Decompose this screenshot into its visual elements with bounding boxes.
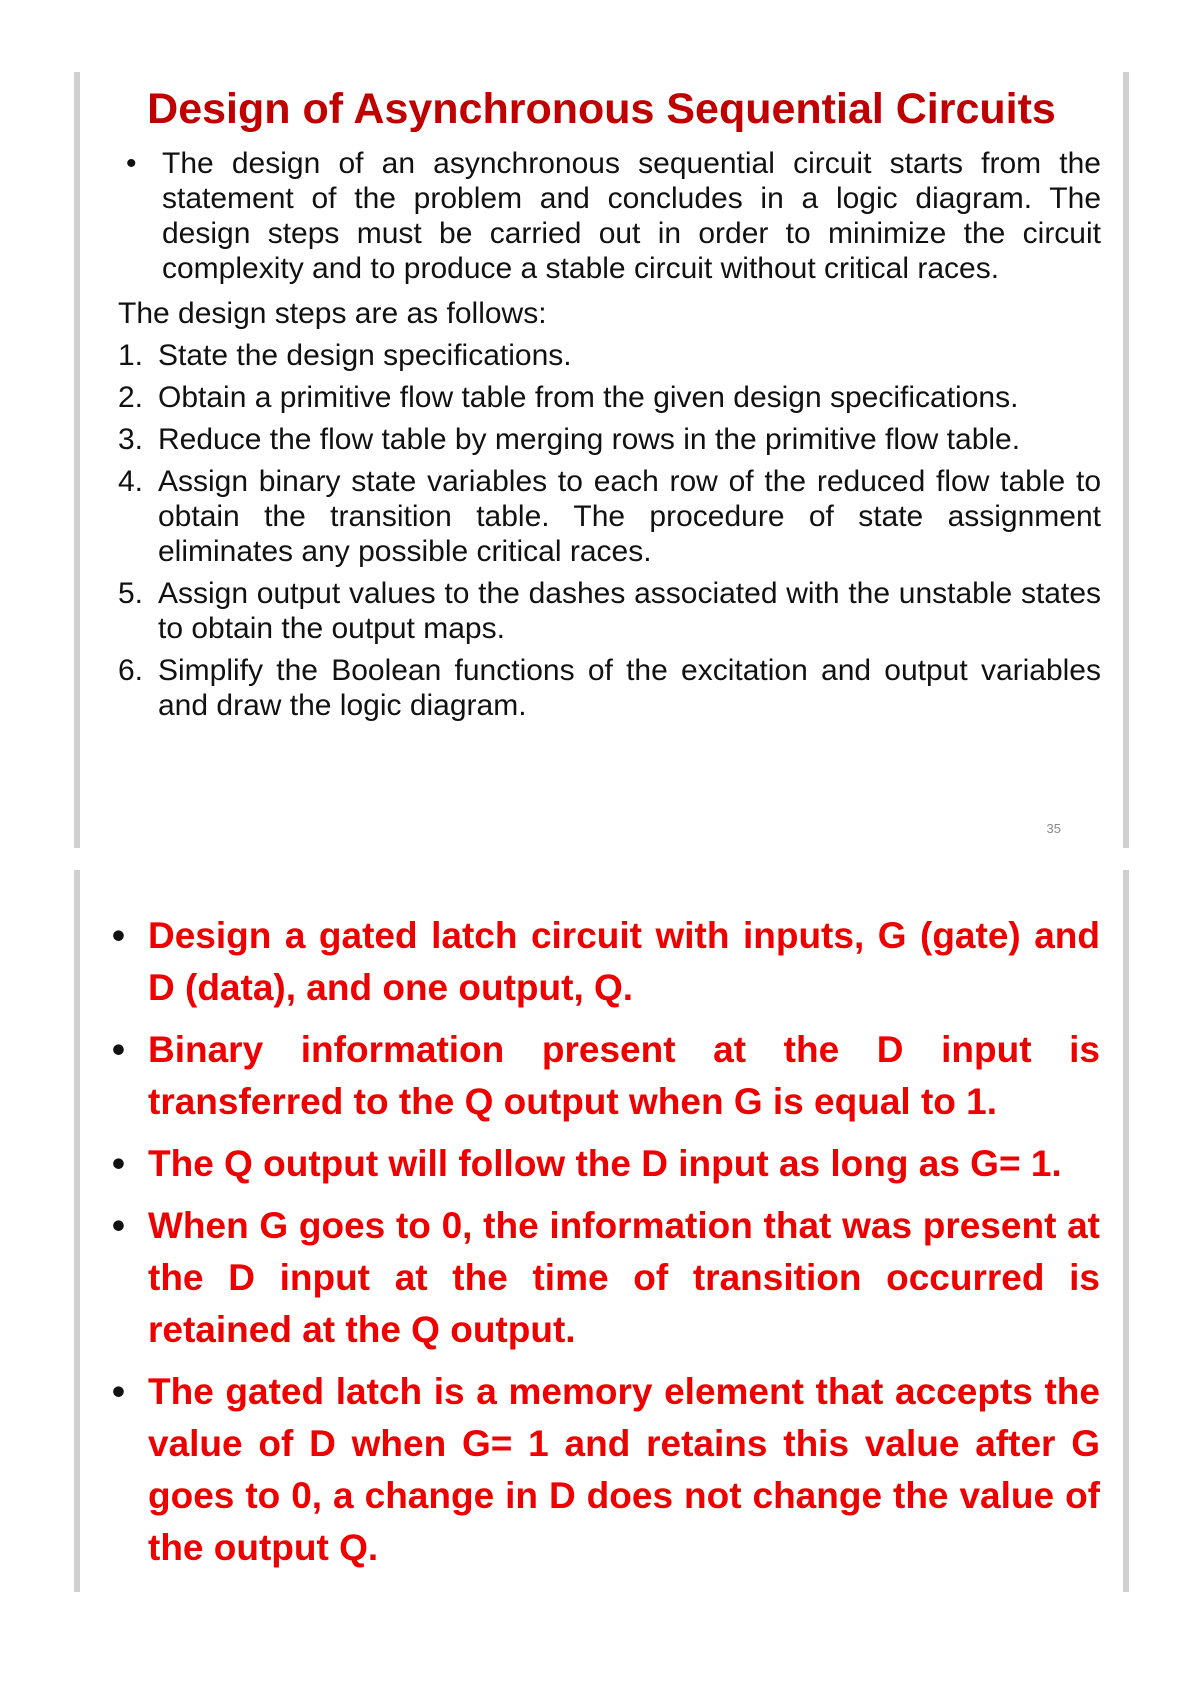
slide-body	[108, 910, 1100, 1584]
slide-design-steps	[74, 72, 1129, 848]
list-item	[108, 1024, 1100, 1128]
bullet-text: The Q output will follow the D input as long as G= 1.	[148, 1143, 1062, 1184]
step-item	[118, 576, 1101, 646]
intro-text: The design of an asynchronous sequential circuit starts from the statement of the problem and concludes in a logic diagram. The design steps must be carried out in order to minimize the circuit complexity and to produce a stable circuit without critical races.	[162, 147, 1101, 285]
step-number: 6.	[118, 654, 144, 687]
step-item	[118, 464, 1101, 569]
step-text: Obtain a primitive flow table from the given design specifications.	[158, 381, 1019, 414]
step-text: State the design specifications.	[158, 339, 572, 372]
step-number: 1.	[118, 339, 144, 372]
list-item	[108, 1366, 1100, 1574]
slide-gated-latch	[74, 870, 1129, 1592]
step-item	[118, 380, 1101, 415]
page-number: 35	[1046, 821, 1061, 836]
list-item	[108, 1200, 1100, 1356]
bullet-icon: •	[112, 915, 125, 956]
bullet-icon: •	[112, 1371, 125, 1412]
step-text: Reduce the flow table by merging rows in the primitive flow table.	[158, 423, 1021, 456]
step-number: 4.	[118, 465, 144, 498]
list-item	[108, 1138, 1100, 1190]
bullet-text: Design a gated latch circuit with inputs, G (gate) and D (data), and one output, Q.	[148, 915, 1100, 1008]
step-item	[118, 422, 1101, 457]
step-item	[118, 653, 1101, 723]
intro-bullet	[118, 146, 1101, 286]
bullet-text: Binary information present at the D input is transferred to the Q output when G is equal to 1.	[148, 1029, 1100, 1122]
bullet-icon: •	[112, 1143, 125, 1184]
step-number: 2.	[118, 381, 144, 414]
bullet-icon: •	[126, 147, 137, 180]
slide-body	[118, 146, 1101, 723]
step-text: Assign output values to the dashes associated with the unstable states to obtain the output maps.	[158, 577, 1101, 645]
step-text: Simplify the Boolean functions of the excitation and output variables and draw the logic diagram.	[158, 654, 1101, 722]
steps-heading: The design steps are as follows:	[118, 297, 547, 330]
step-number: 3.	[118, 423, 144, 456]
bullet-icon: •	[112, 1205, 125, 1246]
step-text: Assign binary state variables to each row of the reduced flow table to obtain the transition table. The procedure of state assignment eliminates any possible critical races.	[158, 465, 1101, 568]
step-number: 5.	[118, 577, 144, 610]
step-item	[118, 338, 1101, 373]
list-item	[108, 910, 1100, 1014]
bullet-text: When G goes to 0, the information that was present at the D input at the time of transition occurred is retained at the Q output.	[148, 1205, 1100, 1350]
slide-title: Design of Asynchronous Sequential Circuits	[147, 85, 1056, 133]
bullet-text: The gated latch is a memory element that accepts the value of D when G= 1 and retains this value after G goes to 0, a change in D does not change the value of the output Q.	[148, 1371, 1100, 1568]
bullet-icon: •	[112, 1029, 125, 1070]
